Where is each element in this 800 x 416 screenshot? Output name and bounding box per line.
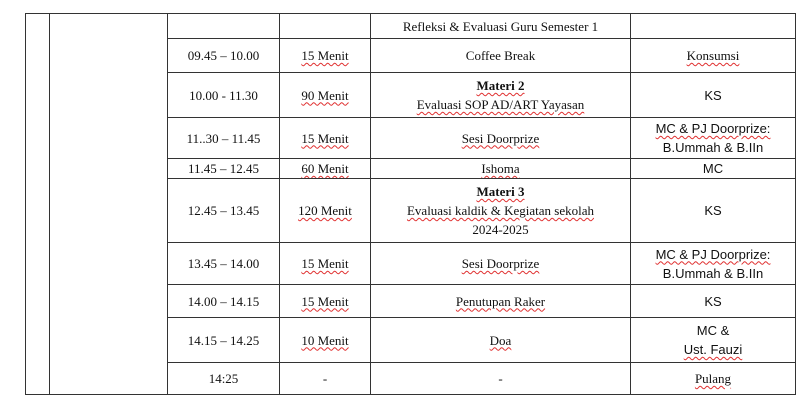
pic-cell: KS xyxy=(631,179,796,243)
time-cell: 14.00 – 14.15 xyxy=(168,285,280,318)
activity-title: Materi 2 xyxy=(476,78,525,93)
time-cell xyxy=(168,14,280,39)
activity-cell xyxy=(371,14,631,39)
activity-text: Penutupan Raker xyxy=(455,293,546,309)
activity-text: Evaluasi kaldik & Kegiatan sekolah xyxy=(406,203,594,218)
activity-cell xyxy=(371,39,631,73)
activity-text: - xyxy=(498,371,503,386)
duration-cell xyxy=(280,285,371,318)
pic-text-2: Ust. Fauzi xyxy=(683,342,743,357)
activity-text: Evaluasi SOP AD/ART Yayasan xyxy=(416,97,585,112)
pic-cell: KS xyxy=(631,285,796,318)
activity-text-2: 2024-2025 xyxy=(472,222,529,237)
duration-cell xyxy=(280,14,371,39)
duration-text: 15 Menit xyxy=(301,130,349,146)
pic-cell xyxy=(631,363,796,395)
activity-title: Materi 3 xyxy=(476,184,525,199)
duration-cell xyxy=(280,73,371,118)
duration-cell xyxy=(280,243,371,285)
pic-cell xyxy=(631,14,796,39)
duration-text: 60 Menit xyxy=(301,161,349,176)
time-cell: 09.45 – 10.00 xyxy=(168,39,280,73)
time-cell: 14.15 – 14.25 xyxy=(168,318,280,363)
time-cell: 13.45 – 14.00 xyxy=(168,243,280,285)
time-cell: 11..30 – 11.45 xyxy=(168,118,280,159)
pic-text: MC & PJ Doorprize: xyxy=(655,121,771,136)
duration-cell: - xyxy=(280,363,371,395)
number-column-cell xyxy=(26,14,50,395)
pic-text: Pulang xyxy=(694,371,732,386)
pic-cell xyxy=(631,39,796,73)
pic-text-2: B.Ummah & B.IIn xyxy=(662,265,764,281)
activity-text: Coffee Break xyxy=(465,48,536,63)
activity-cell xyxy=(371,243,631,285)
pic-cell: MC xyxy=(631,159,796,179)
duration-cell xyxy=(280,118,371,159)
time-cell: 11.45 – 12.45 xyxy=(168,159,280,179)
duration-text: 10 Menit xyxy=(301,332,349,348)
pic-text: MC & PJ Doorprize: xyxy=(655,246,771,262)
activity-cell xyxy=(371,118,631,159)
duration-text: 15 Menit xyxy=(301,293,349,309)
pic-text: MC & xyxy=(696,323,730,338)
activity-cell xyxy=(371,73,631,118)
activity-cell xyxy=(371,363,631,395)
duration-cell xyxy=(280,159,371,179)
table-row xyxy=(26,14,796,39)
pic-cell xyxy=(631,318,796,363)
time-cell: 12.45 – 13.45 xyxy=(168,179,280,243)
pic-cell xyxy=(631,118,796,159)
activity-text: Sesi Doorprize xyxy=(461,256,540,271)
time-cell: 14:25 xyxy=(168,363,280,395)
duration-cell xyxy=(280,179,371,243)
duration-text: 15 Menit xyxy=(301,256,349,271)
activity-cell xyxy=(371,318,631,363)
schedule-table xyxy=(25,13,796,395)
day-column-cell xyxy=(50,14,168,395)
activity-cell xyxy=(371,159,631,179)
pic-cell: KS xyxy=(631,73,796,118)
duration-cell xyxy=(280,318,371,363)
duration-cell xyxy=(280,39,371,73)
duration-text: 120 Menit xyxy=(298,203,352,218)
time-cell: 10.00 - 11.30 xyxy=(168,73,280,118)
activity-text: Sesi Doorprize xyxy=(461,130,540,146)
activity-cell xyxy=(371,179,631,243)
pic-text-2: B.Ummah & B.IIn xyxy=(662,140,764,155)
pic-cell xyxy=(631,243,796,285)
activity-cell xyxy=(371,285,631,318)
activity-text: Refleksi & Evaluasi Guru Semester 1 xyxy=(402,18,599,34)
duration-text: 15 Menit xyxy=(301,48,349,63)
duration-text: 90 Menit xyxy=(301,87,349,103)
pic-text: Konsumsi xyxy=(686,48,740,63)
activity-text: Ishoma xyxy=(481,161,520,176)
activity-text: Doa xyxy=(489,332,512,348)
